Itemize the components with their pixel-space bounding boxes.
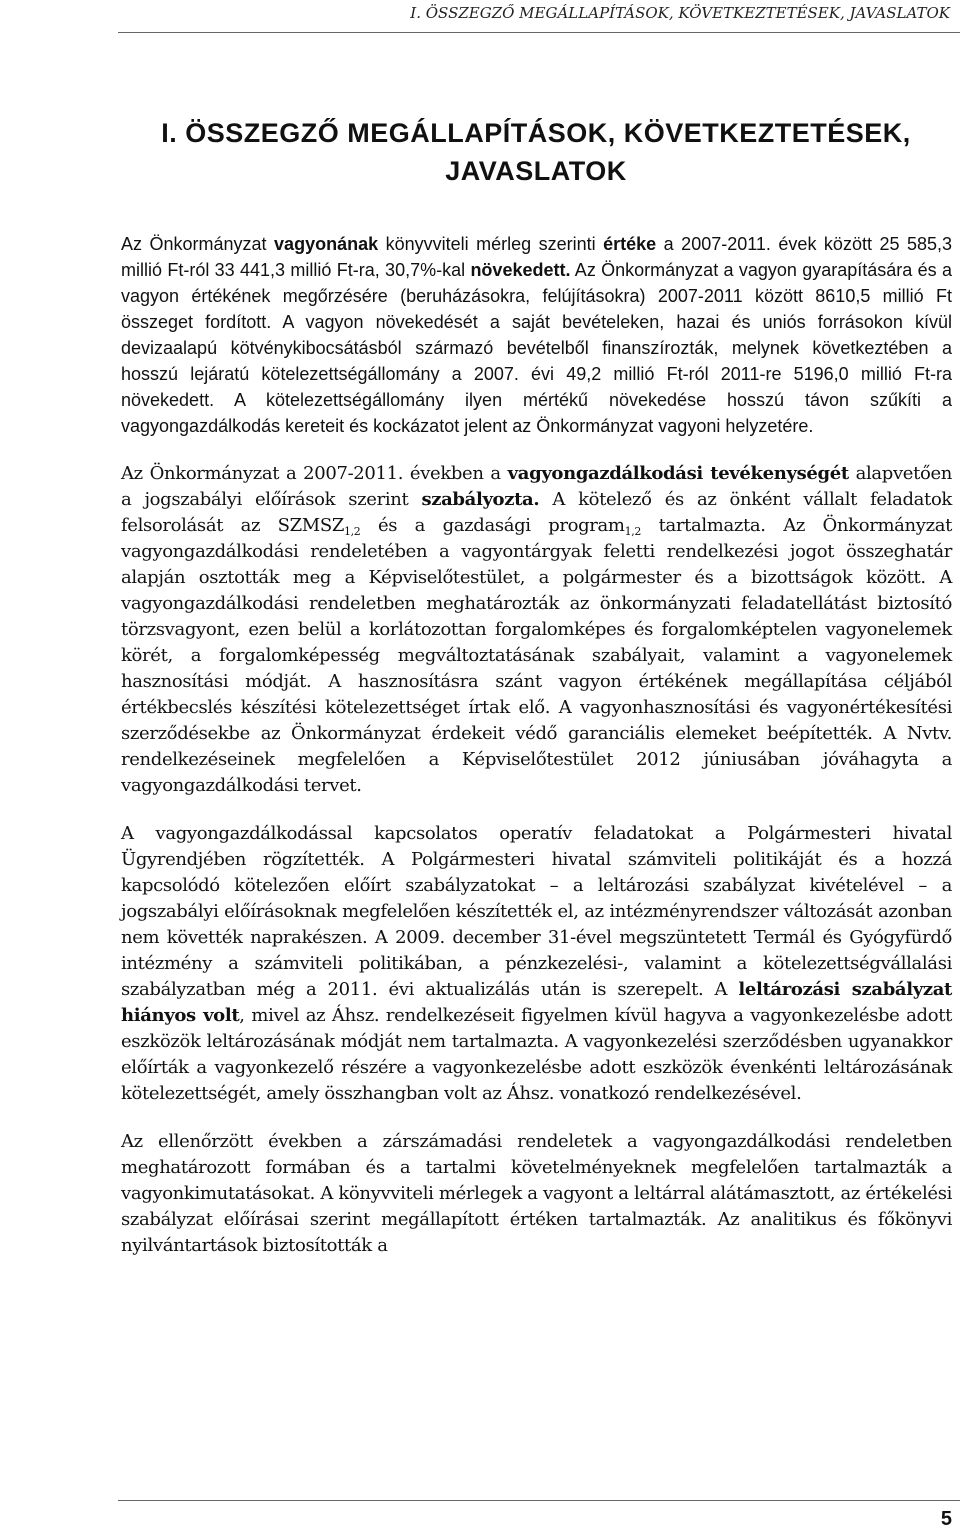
paragraph-3 [121, 821, 952, 1107]
body-text [121, 231, 952, 1281]
text-run: és a gazdasági program [360, 515, 625, 536]
paragraph-2 [121, 461, 952, 799]
running-header: I. ÖSSZEGZŐ MEGÁLLAPÍTÁSOK, KÖVETKEZTETÉSEK, JAVASLATOK [410, 4, 950, 22]
text-run: A kötelező és az önként vállalt feladatok felsorolását az SZMSZ [121, 489, 952, 536]
bold-run: vagyongazdálkodási tevékenységét [507, 463, 849, 484]
paragraph-1 [121, 231, 952, 439]
footnote-subscript: 1,2 [344, 525, 361, 538]
bold-run: szabályozta. [421, 489, 540, 510]
text-run: A vagyongazdálkodással kapcsolatos operatív feladatokat a Polgármesteri hivatal Ügyrendjében rögzítették. A Polgármesteri hivatal számviteli politikáját és a hozzá kapcsolódó kötelezően előírt szabályzatokat – a leltározási szabályzat kivételével – a jogszabályi előírásoknak megfelelően készítették el, az intézményrendszer változását azonban nem követték naprakészen. A 2009. december 31-ével megszüntetett Termál és Gyógyfürdő intézmény a számviteli politikában, a pénzkezelési-, valamint a kötelezettségvállalási szabályzatban még a 2011. évi aktualizálás után is szerepelt. A [121, 823, 952, 1000]
text-run: tartalmazta. Az Önkormányzat vagyongazdálkodási rendeletében a vagyontárgyak feletti rendelkezési jogot összeghatár alapján osztották meg a Képviselőtestület, a polgármester és a bizottságok között. A vagyongazdálkodási rendeletben meghatározták az önkormányzati feladatellátást biztosító törzsvagyont, ezen belül a korlátozottan forgalomképes és forgalomképtelen vagyonelemek körét, a forgalomképesség megváltoztatásának szabályait, valamint a vagyonelemek hasznosítási módját. A hasznosításra szánt vagyon értékének megállapítása céljából értékbecslés készítési kötelezettséget írtak elő. A vagyonhasznosítási és vagyonértékesítési szerződésekbe az Önkormányzat érdekeit védő garanciális elemeket beépítették. A Nvtv. rendelkezéseinek megfelelően a Képviselőtestület 2012 júniusában jóváhagyta a vagyongazdálkodási tervet. [121, 515, 953, 796]
text-run: Az Önkormányzat a vagyon gyarapítására és a vagyon értékének megőrzésére (beruházásokra, felújításokra) 2007-2011 között 8610,5 millió Ft összeget fordított. A vagyon növekedését a saját bevételeken, hazai és uniós forrásokon kívül devizaalapú kötvénykibocsátásból származó bevételből finanszírozták, melynek következtében a hosszú lejáratú kötelezettségállomány a 2007. évi 49,2 millió Ft-ról 2011-re 5196,0 millió Ft-ra növekedett. A kötelezettségállomány ilyen mértékű növekedése hosszú távon szűkíti a vagyongazdálkodás kereteit és kockázatot jelent az Önkormányzat vagyoni helyzetére. [121, 260, 952, 436]
header-divider [118, 32, 960, 33]
text-run: , mivel az Áhsz. rendelkezéseit figyelmen kívül hagyva a vagyonkezelésbe adott eszközök leltározásának módját nem tartalmazta. A vagyonkezelési szerződésben ugyanakkor előírták a vagyonkezelő részére a vagyonkezelésbe adott eszközök évenkénti leltározásának kötelezettségét, amely összhangban volt az Áhsz. vonatkozó rendelkezésével. [121, 1005, 952, 1104]
chapter-title-line2: JAVASLATOK [445, 156, 627, 186]
footer-divider [118, 1500, 960, 1501]
paragraph-4 [121, 1129, 952, 1259]
bold-run: leltározási szabályzat hiányos volt [121, 979, 952, 1026]
chapter-title-line1: I. ÖSSZEGZŐ MEGÁLLAPÍTÁSOK, KÖVETKEZTETÉSEK, [161, 118, 911, 148]
bold-run: vagyonának [274, 234, 379, 254]
page-number: 5 [940, 1508, 952, 1530]
chapter-title [118, 114, 954, 190]
footnote-subscript: 1,2 [624, 525, 642, 538]
bold-run: értéke [603, 234, 657, 254]
text-run: Az ellenőrzött években a zárszámadási rendeletek a vagyongazdálkodási rendeletben meghatározott formában és a tartalmi követelményeknek megfelelően tartalmazták a vagyonkimutatásokat. A könyvviteli mérlegek a vagyont a leltárral alátámasztott, az értékelési szabályzat előírásai szerint megállapított értéken tartalmazták. Az analitikus és főkönyvi nyilvántartások biztosították a [121, 1131, 952, 1256]
text-run: Az Önkormányzat [121, 234, 275, 254]
text-run: alapvetően a jogszabályi előírások szerint [121, 463, 953, 510]
text-run: a 2007-2011. évek között 25 585,3 millió Ft-ról 33 441,3 millió Ft-ra, 30,7%-kal [121, 234, 953, 280]
bold-run: növekedett. [470, 260, 571, 280]
text-run: Az Önkormányzat a 2007-2011. években a [121, 463, 508, 484]
text-run: könyvviteli mérleg szerinti [378, 234, 604, 254]
